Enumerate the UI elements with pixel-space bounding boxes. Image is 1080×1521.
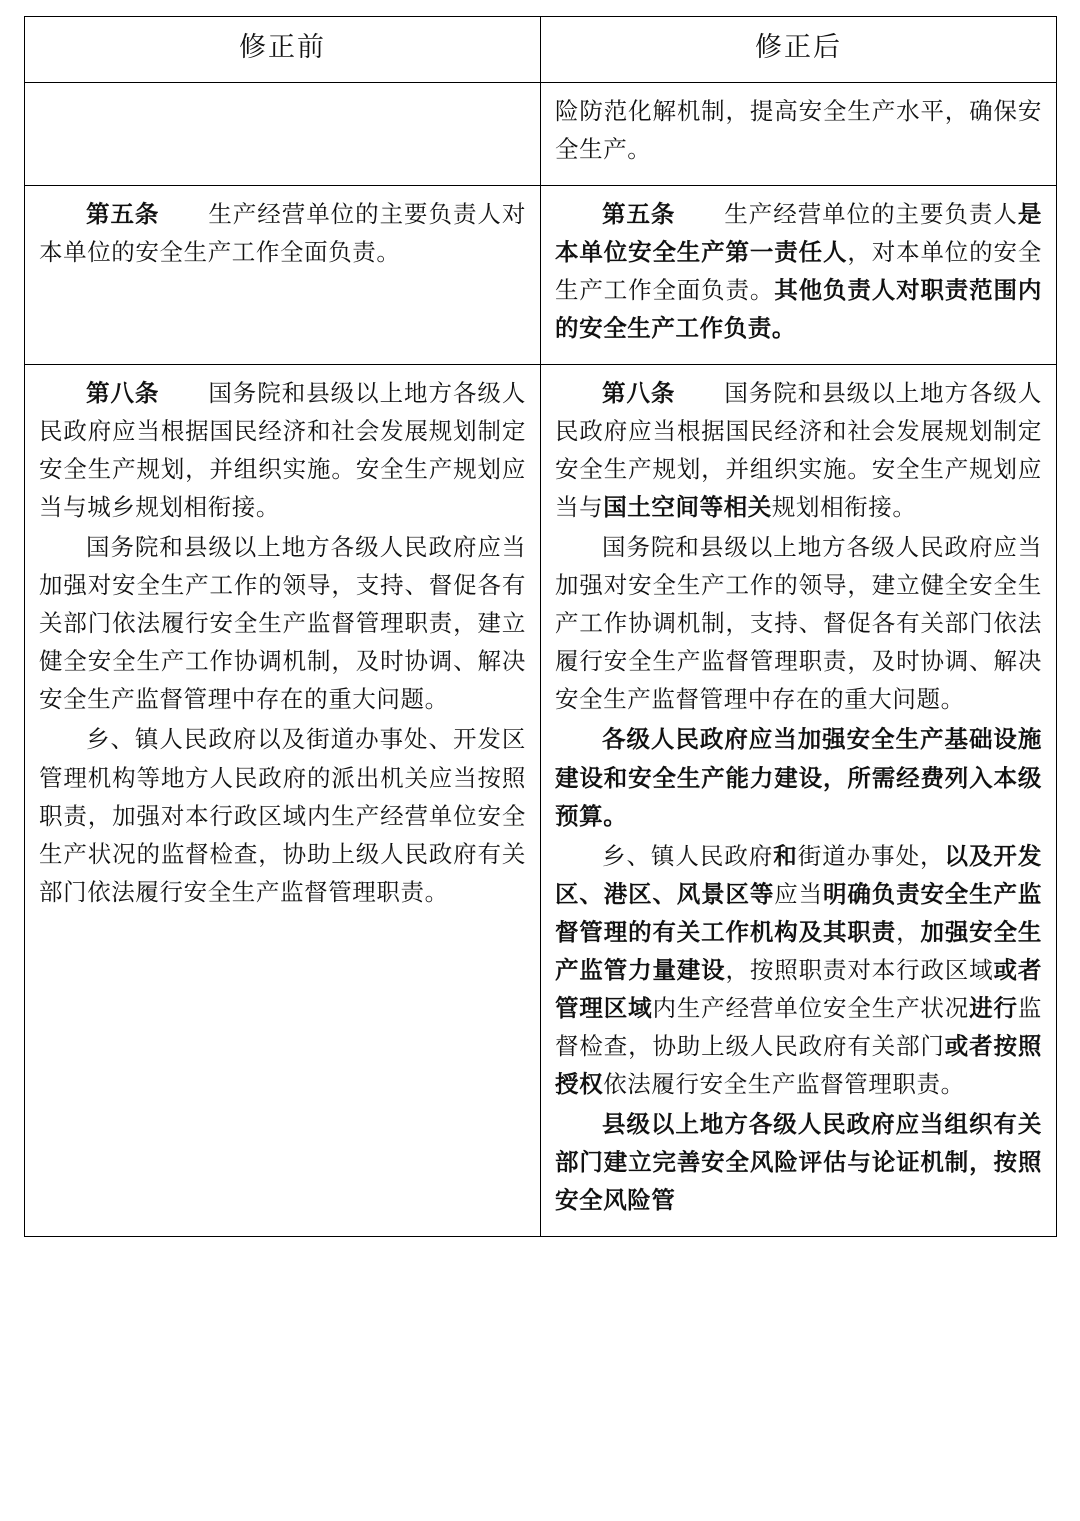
text-run: 国务院和县级以上地方各级人民政府应当根据国民经济和社会发展规划制定安全生产规划，并组织实施。安全生产规划应当与城乡规划相衔接。	[39, 380, 527, 522]
table-header-row	[25, 17, 1057, 83]
text-run: 国务院和县级以上地方各级人民政府应当根据国民经济和社会发展规划制定安全生产规划，并组织实施。安全生产规划应当与	[555, 380, 1043, 522]
paragraph	[555, 93, 1042, 169]
text-run: 监督检查，协助上级人民政府有关部门	[555, 995, 1042, 1060]
cell-after	[541, 82, 1057, 185]
text-run: 应当	[774, 881, 823, 908]
emphasized-text: 或者按照授权	[555, 1033, 1042, 1098]
paragraph	[555, 529, 1042, 719]
text-run: 乡、镇人民政府	[602, 843, 774, 870]
paragraph	[555, 196, 1042, 348]
text-run: ，对本单位的安全生产工作全面负责。	[555, 239, 1042, 304]
table-body	[25, 82, 1057, 1237]
cell-before	[25, 82, 541, 185]
emphasized-text: 第五条	[86, 201, 160, 228]
table-row	[25, 82, 1057, 185]
emphasized-text: 第八条	[86, 380, 160, 407]
cell-after	[541, 185, 1057, 364]
emphasized-text: 第五条	[602, 201, 676, 228]
paragraph	[555, 838, 1042, 1104]
cell-before	[25, 364, 541, 1236]
emphasized-text: 或者管理区域	[555, 957, 1043, 1022]
text-run: 国务院和县级以上地方各级人民政府应当加强对安全生产工作的领导，支持、督促各有关部门依法履行安全生产监督管理职责，建立健全安全生产工作协调机制，及时协调、解决安全生产监督管理中存在的重大问题。	[39, 535, 526, 714]
cell-before	[25, 185, 541, 364]
text-run: 乡、镇人民政府以及街道办事处、开发区管理机构等地方人民政府的派出机关应当按照职责，加强对本行政区域内生产经营单位安全生产状况的监督检查，协助上级人民政府有关部门依法履行安全生产监督管理职责。	[39, 727, 526, 906]
paragraph	[555, 1106, 1042, 1220]
emphasized-text: 加强安全生产监管力量建设	[555, 919, 1043, 984]
text-run: 依法履行安全生产监督管理职责。	[603, 1072, 965, 1098]
emphasized-text: 第八条	[602, 380, 676, 407]
text-run: ，按照职责对本行政区域	[725, 957, 994, 984]
emphasized-text: 进行	[969, 995, 1018, 1022]
column-header-after: 修正后	[541, 17, 1057, 83]
emphasized-text: 县级以上地方各级人民政府应当组织有关部门建立完善安全风险评估与论证机制，按照安全风险管	[555, 1112, 1042, 1215]
emphasized-text: 和	[773, 843, 798, 870]
comparison-table	[24, 16, 1057, 1237]
emphasized-text: 以及开发区、港区、风景区等	[555, 843, 1042, 908]
emphasized-text: 是本单位安全生产第一责任人	[555, 201, 1042, 266]
emphasized-text: 国土空间等相关	[603, 495, 772, 522]
text-run: 生产经营单位的主要负责人	[675, 201, 1018, 228]
text-run: 国务院和县级以上地方各级人民政府应当加强对安全生产工作的领导，建立健全安全生产工作协调机制，支持、督促各有关部门依法履行安全生产监督管理职责，及时协调、解决安全生产监督管理中存在的重大问题。	[555, 535, 1042, 714]
table-row	[25, 364, 1057, 1236]
text-run: 险防范化解机制，提高安全生产水平，确保安全生产。	[555, 98, 1042, 163]
column-header-before: 修正前	[25, 17, 541, 83]
table-row	[25, 185, 1057, 364]
paragraph	[555, 721, 1042, 835]
text-run: ，	[896, 919, 921, 946]
cell-after	[541, 364, 1057, 1236]
paragraph	[39, 721, 526, 911]
emphasized-text: 各级人民政府应当加强安全生产基础设施建设和安全生产能力建设，所需经费列入本级预算。	[555, 727, 1042, 830]
text-run: 内生产经营单位安全生产状况	[652, 995, 970, 1022]
emphasized-text: 其他负责人对职责范围内的安全生产工作负责。	[555, 277, 1042, 342]
paragraph	[555, 375, 1042, 527]
text-run: 生产经营单位的主要负责人对本单位的安全生产工作全面负责。	[39, 201, 527, 266]
text-run: 街道办事处，	[797, 843, 945, 870]
text-run: 规划相衔接。	[771, 495, 917, 522]
paragraph	[39, 375, 526, 527]
paragraph	[39, 529, 526, 719]
paragraph	[39, 196, 526, 272]
emphasized-text: 明确负责安全生产监督管理的有关工作机构及其职责	[555, 881, 1042, 946]
